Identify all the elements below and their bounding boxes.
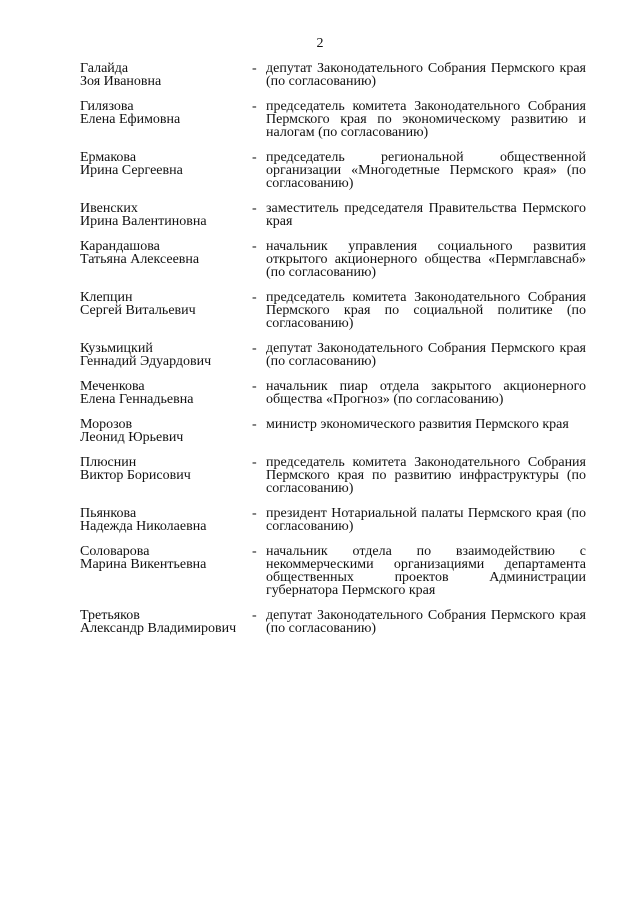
member-surname: Плюснин (80, 455, 137, 470)
member-list (80, 62, 586, 635)
member-name (80, 609, 252, 635)
member-entry (80, 609, 586, 635)
member-surname: Ермакова (80, 150, 137, 165)
member-surname: Карандашова (80, 239, 160, 254)
member-surname: Третьяков (80, 608, 140, 623)
dash-separator: - (252, 61, 257, 76)
member-surname: Меченкова (80, 379, 145, 394)
member-surname: Морозов (80, 417, 133, 432)
member-given-name: Татьяна Алексеевна (80, 252, 200, 267)
member-given-name: Елена Геннадьевна (80, 392, 194, 407)
dash-separator: - (252, 239, 257, 254)
member-entry (80, 342, 586, 368)
member-entry (80, 151, 586, 190)
member-role: депутат Законодательного Собрания Пермского края (по согласованию) (266, 341, 586, 369)
member-entry (80, 100, 586, 139)
member-given-name: Виктор Борисович (80, 468, 191, 483)
member-entry (80, 418, 586, 444)
page-number: 2 (316, 36, 324, 51)
member-given-name: Геннадий Эдуардович (80, 354, 212, 369)
member-entry (80, 291, 586, 330)
member-role: председатель комитета Законодательного Собрания Пермского края по социальной политике (по согласованию) (266, 290, 586, 331)
dash-separator: - (252, 608, 257, 623)
member-name (80, 151, 252, 177)
member-given-name: Александр Владимирович (80, 621, 237, 636)
dash-separator: - (252, 379, 257, 394)
member-given-name: Сергей Витальевич (80, 303, 196, 318)
member-entry (80, 62, 586, 88)
member-entry (80, 545, 586, 597)
member-given-name: Леонид Юрьевич (80, 430, 184, 445)
dash-separator: - (252, 544, 257, 559)
member-name (80, 291, 252, 317)
member-surname: Галайда (80, 61, 129, 76)
member-role: министр экономического развития Пермского края (266, 417, 569, 432)
member-name (80, 545, 252, 571)
member-given-name: Ирина Сергеевна (80, 163, 183, 178)
member-role: председатель региональной общественной организации «Многодетные Пермского края» (по согласованию) (266, 150, 586, 191)
member-name (80, 62, 252, 88)
dash-separator: - (252, 99, 257, 114)
dash-separator: - (252, 417, 257, 432)
member-role: депутат Законодательного Собрания Пермского края (по согласованию) (266, 61, 586, 89)
member-role: президент Нотариальной палаты Пермского края (по согласованию) (266, 506, 586, 534)
member-given-name: Марина Викентьевна (80, 557, 207, 572)
member-name (80, 380, 252, 406)
member-role: председатель комитета Законодательного Собрания Пермского края по развитию инфраструктуры (по согласованию) (266, 455, 586, 496)
member-surname: Кузьмицкий (80, 341, 153, 356)
member-name (80, 507, 252, 533)
member-given-name: Надежда Николаевна (80, 519, 207, 534)
dash-separator: - (252, 201, 257, 216)
member-role: начальник пиар отдела закрытого акционерного общества «Прогноз» (по согласованию) (266, 379, 586, 407)
member-surname: Пьянкова (80, 506, 137, 521)
member-role: депутат Законодательного Собрания Пермского края (по согласованию) (266, 608, 586, 636)
member-entry (80, 380, 586, 406)
dash-separator: - (252, 150, 257, 165)
member-surname: Гилязова (80, 99, 134, 114)
member-role: председатель комитета Законодательного Собрания Пермского края по экономическому развитию и налогам (по согласованию) (266, 99, 586, 140)
member-role: заместитель председателя Правительства Пермского края (266, 201, 586, 229)
member-entry (80, 202, 586, 228)
member-entry (80, 507, 586, 533)
member-surname: Ивенских (80, 201, 138, 216)
member-name (80, 418, 252, 444)
member-entry (80, 456, 586, 495)
member-name (80, 456, 252, 482)
member-name (80, 100, 252, 126)
member-surname: Клепцин (80, 290, 133, 305)
dash-separator: - (252, 506, 257, 521)
member-given-name: Елена Ефимовна (80, 112, 181, 127)
member-name (80, 202, 252, 228)
member-entry (80, 240, 586, 279)
member-name (80, 240, 252, 266)
dash-separator: - (252, 455, 257, 470)
member-given-name: Зоя Ивановна (80, 74, 162, 89)
member-surname: Соловарова (80, 544, 150, 559)
member-role: начальник управления социального развития открытого акционерного общества «Пермглавснаб» (по согласованию) (266, 239, 586, 280)
dash-separator: - (252, 341, 257, 356)
dash-separator: - (252, 290, 257, 305)
member-given-name: Ирина Валентиновна (80, 214, 207, 229)
member-name (80, 342, 252, 368)
member-role: начальник отдела по взаимодействию с некоммерческими организациями департамента общественных проектов Администрации губернатора Пермского края (266, 544, 586, 598)
